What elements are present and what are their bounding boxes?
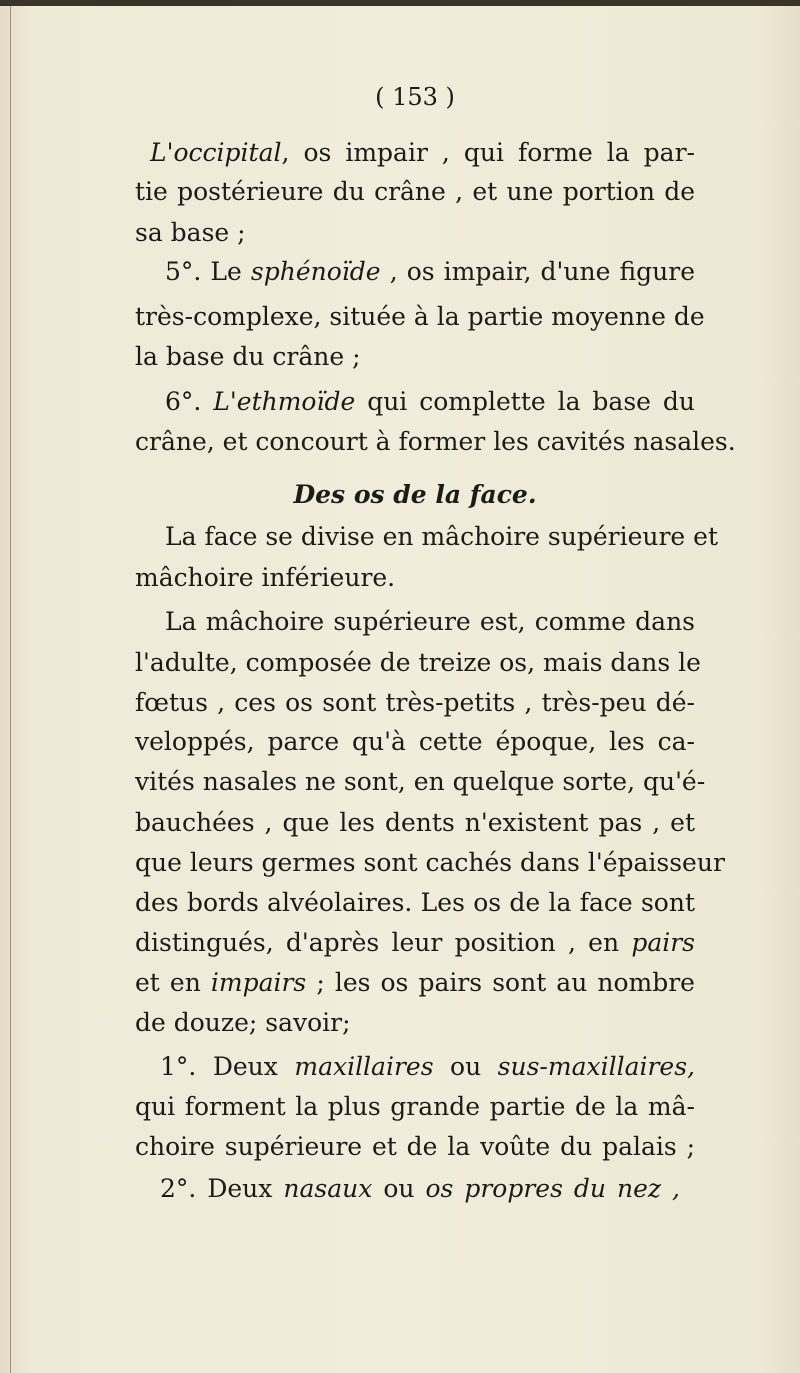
text-line: tie postérieure du crâne , et une portion de	[135, 177, 695, 206]
text-line: 5°. Le sphénoïde , os impair, d'une figure	[165, 257, 695, 286]
text-line: qui forment la plus grande partie de la mâ-	[135, 1092, 695, 1121]
page-top-edge	[0, 0, 800, 6]
text-line: la base du crâne ;	[135, 342, 361, 371]
text-line: des bords alvéolaires. Les os de la face sont	[135, 888, 695, 917]
page-number: ( 153 )	[375, 83, 455, 111]
text-line: vités nasales ne sont, en quelque sorte, qu'é-	[135, 767, 706, 796]
text-line: distingués, d'après leur position , en pairs	[135, 928, 695, 957]
text-line: 2°. Deux nasaux ou os propres du nez ,	[160, 1174, 681, 1203]
text-line: fœtus , ces os sont très-petits , très-peu dé-	[135, 688, 695, 717]
text-line: que leurs germes sont cachés dans l'épaisseur	[135, 848, 725, 877]
text-line: bauchées , que les dents n'existent pas , et	[135, 808, 695, 837]
page-left-edge	[10, 6, 11, 1373]
text-line: La mâchoire supérieure est, comme dans	[165, 607, 695, 636]
text-line: L'occipital, os impair , qui forme la par-	[150, 138, 695, 167]
text-line: l'adulte, composée de treize os, mais dans le	[135, 648, 701, 677]
text-line: de douze; savoir;	[135, 1008, 351, 1037]
text-line: veloppés, parce qu'à cette époque, les ca-	[135, 727, 695, 756]
text-line: 1°. Deux maxillaires ou sus-maxillaires,	[160, 1052, 695, 1081]
text-line: La face se divise en mâchoire supérieure et	[165, 522, 719, 551]
text-line: très-complexe, située à la partie moyenne de	[135, 302, 705, 331]
text-line: sa base ;	[135, 218, 246, 247]
section-heading: Des os de la face.	[293, 480, 537, 509]
text-line: et en impairs ; les os pairs sont au nombre	[135, 968, 695, 997]
text-line: 6°. L'ethmoïde qui complette la base du	[165, 387, 695, 416]
text-line: mâchoire inférieure.	[135, 563, 396, 592]
text-line: choire supérieure et de la voûte du palais ;	[135, 1132, 695, 1161]
text-line: crâne, et concourt à former les cavités nasales.	[135, 427, 736, 456]
